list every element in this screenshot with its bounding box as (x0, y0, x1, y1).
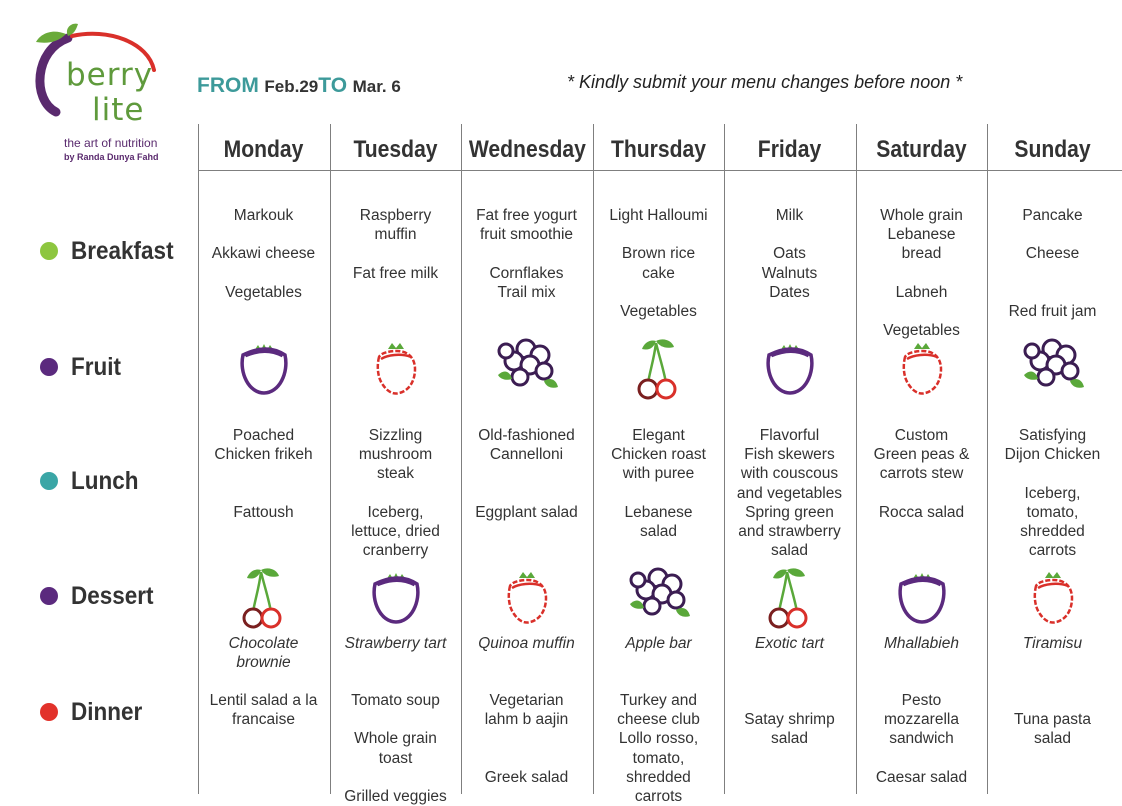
day-header-wednesday: Wednesday (468, 136, 586, 163)
dessert-cell-friday (724, 634, 855, 653)
dessert-cell-monday (198, 634, 329, 672)
brand-logo (28, 20, 168, 170)
menu-item: carrots (1028, 542, 1077, 560)
menu-item: brownie (236, 654, 291, 672)
meal-label-text: Dinner (71, 697, 143, 726)
menu-item: tomato, (632, 749, 685, 767)
dessert-cell-sunday (987, 634, 1118, 653)
menu-item: Pesto (901, 692, 942, 709)
menu-item: Vegetables (225, 283, 302, 301)
dinner-cell-thursday (593, 691, 724, 806)
dessert-cell-tuesday (330, 634, 461, 653)
blueberry-icon (492, 333, 562, 403)
menu-item: Poached (232, 427, 295, 444)
menu-item: Lollo rosso, (618, 730, 699, 748)
breakfast-cell-sunday (987, 206, 1118, 321)
menu-item: Light Halloumi (609, 207, 708, 224)
from-date: Feb.29 (264, 77, 319, 96)
menu-item: cheese club (617, 711, 700, 729)
line-gap (461, 484, 592, 503)
lunch-cell-saturday (856, 426, 987, 522)
breakfast-cell-wednesday (461, 206, 592, 302)
menu-item: Lentil salad a la (209, 692, 318, 709)
menu-item: Dijon Chicken (1004, 446, 1101, 464)
meal-dot-icon (40, 242, 58, 260)
meal-dot-icon (40, 587, 58, 605)
meal-label-text: Lunch (71, 466, 139, 495)
menu-item: and strawberry (738, 523, 841, 541)
meal-label-text: Fruit (71, 352, 121, 381)
dinner-cell-friday (724, 691, 855, 749)
line-gap (856, 749, 987, 768)
line-gap (987, 691, 1118, 710)
menu-item: Trail mix (497, 283, 556, 301)
logo-tagline: the art of nutrition (64, 136, 158, 150)
dessert-cell-saturday (856, 634, 987, 653)
menu-item: Red fruit jam (1008, 302, 1097, 320)
menu-item: Turkey and (620, 692, 697, 709)
meal-dot-icon (40, 358, 58, 376)
menu-item: muffin (374, 226, 417, 244)
line-gap (198, 264, 329, 283)
line-gap (987, 464, 1118, 483)
menu-item: Fat free milk (352, 264, 439, 282)
menu-item: Exotic tart (755, 635, 824, 652)
menu-item: with puree (622, 465, 695, 483)
raspberry-icon (492, 562, 562, 632)
menu-item: Green peas & (873, 446, 970, 464)
menu-item: Oats (773, 245, 806, 263)
menu-item: salad (639, 523, 678, 540)
dessert-cell-thursday (593, 634, 724, 653)
menu-item: Apple bar (625, 635, 692, 652)
lunch-cell-monday (198, 426, 329, 522)
lunch-cell-tuesday (330, 426, 461, 560)
menu-item: Vegetables (883, 322, 960, 340)
line-gap (724, 225, 855, 244)
menu-item: Tomato soup (351, 692, 440, 709)
dinner-cell-saturday (856, 691, 987, 787)
line-gap (461, 729, 592, 748)
menu-item: Custom (894, 427, 949, 444)
to-date: Mar. 6 (352, 77, 401, 96)
menu-item: Whole grain (354, 730, 437, 748)
breakfast-cell-monday (198, 206, 329, 302)
lunch-cell-wednesday (461, 426, 592, 522)
menu-item: shredded (1020, 523, 1085, 540)
meal-dot-icon (40, 703, 58, 721)
menu-item: Brown rice (621, 245, 696, 263)
meal-label-lunch (40, 466, 146, 496)
menu-item: carrots stew (879, 465, 964, 483)
menu-item: Fat free yogurt (476, 207, 577, 224)
meal-label-text: Dessert (71, 581, 154, 610)
raspberry-icon (361, 333, 431, 403)
lunch-cell-thursday (593, 426, 724, 541)
menu-item: Iceberg, (1024, 484, 1081, 502)
day-header-monday: Monday (223, 136, 304, 163)
lunch-cell-friday (724, 426, 855, 560)
menu-item: Greek salad (484, 768, 569, 786)
menu-item: Rocca salad (878, 503, 965, 521)
fig-icon (361, 562, 431, 632)
lunch-cell-sunday (987, 426, 1118, 560)
menu-item: Old-fashioned (478, 427, 575, 444)
menu-item: Flavorful (759, 427, 820, 444)
menu-item: Cheese (1025, 245, 1080, 263)
menu-item: lettuce, dried (351, 523, 440, 540)
line-gap (330, 244, 461, 263)
menu-item: Dates (769, 283, 810, 301)
menu-item: Akkawi cheese (211, 245, 316, 263)
dinner-cell-wednesday (461, 691, 592, 787)
line-gap (987, 225, 1118, 244)
dinner-cell-tuesday (330, 691, 461, 806)
menu-item: sandwich (889, 730, 954, 748)
logo-word-berry: berry (66, 57, 154, 93)
menu-item: toast (378, 749, 413, 767)
day-header-saturday: Saturday (876, 136, 967, 163)
menu-item: tomato, (1026, 503, 1079, 521)
fig-icon (229, 333, 299, 403)
menu-item: Cornflakes (489, 264, 564, 282)
line-gap (198, 464, 329, 483)
line-gap (330, 768, 461, 787)
menu-item: cranberry (362, 542, 429, 560)
menu-item: bread (901, 245, 942, 263)
line-gap (987, 264, 1118, 283)
breakfast-cell-thursday (593, 206, 724, 321)
menu-item: Eggplant salad (475, 503, 578, 521)
line-gap (330, 484, 461, 503)
menu-item: Elegant (632, 427, 685, 444)
to-label: TO (318, 74, 348, 97)
menu-item: shredded (626, 768, 691, 786)
day-header-tuesday: Tuesday (353, 136, 438, 163)
menu-item: Walnuts (761, 264, 818, 282)
menu-item: Milk (775, 207, 804, 224)
line-gap (856, 302, 987, 321)
meal-label-dinner (40, 697, 150, 727)
menu-item: Labneh (895, 283, 948, 301)
logo-byline: by Randa Dunya Fahd (64, 152, 159, 162)
line-gap (330, 710, 461, 729)
menu-item: salad (770, 730, 809, 748)
fig-icon (887, 562, 957, 632)
breakfast-cell-tuesday (330, 206, 461, 283)
menu-item: carrots (634, 788, 683, 806)
line-gap (856, 484, 987, 503)
fig-icon (755, 333, 825, 403)
notice-text: * Kindly submit your menu changes before noon * (567, 72, 963, 92)
line-gap (987, 283, 1118, 302)
menu-item: francaise (232, 711, 295, 729)
menu-item: Mhallabieh (884, 635, 959, 652)
menu-item: Strawberry tart (344, 635, 447, 652)
line-gap (593, 484, 724, 503)
meal-label-text: Breakfast (71, 236, 174, 265)
dinner-cell-monday (198, 691, 329, 729)
menu-item: Iceberg, (367, 503, 424, 521)
menu-item: salad (1033, 730, 1072, 748)
from-label: FROM (197, 74, 259, 97)
menu-item: Whole grain (880, 207, 963, 224)
menu-item: Lebanese (887, 226, 956, 244)
breakfast-cell-saturday (856, 206, 987, 340)
day-header-thursday: Thursday (610, 136, 707, 163)
date-range (197, 74, 401, 98)
header-divider (198, 170, 1122, 171)
breakfast-cell-friday (724, 206, 855, 302)
menu-item: mozzarella (884, 711, 959, 729)
logo-word-lite: lite (92, 92, 145, 128)
meal-dot-icon (40, 472, 58, 490)
menu-item: Markouk (233, 207, 294, 224)
menu-item: lahm b aajin (484, 711, 569, 729)
menu-item: salad (770, 542, 809, 560)
line-gap (198, 484, 329, 503)
menu-item: Pancake (1022, 207, 1083, 224)
menu-item: Spring green (745, 503, 834, 521)
menu-item: Raspberry (359, 207, 432, 224)
menu-item: Vegetables (620, 302, 697, 320)
menu-item: Tuna pasta (1014, 711, 1091, 729)
line-gap (461, 464, 592, 483)
menu-item: Grilled veggies (344, 787, 447, 805)
menu-item: Sizzling (368, 427, 423, 444)
meal-label-dessert (40, 581, 163, 611)
menu-item: steak (376, 465, 415, 483)
menu-item: Cannelloni (489, 446, 564, 464)
dinner-cell-sunday (987, 691, 1118, 749)
line-gap (461, 244, 592, 263)
menu-item: Quinoa muffin (478, 635, 575, 652)
menu-item: Chicken roast (611, 446, 706, 464)
menu-item: with couscous (740, 465, 839, 483)
menu-item: Chicken frikeh (214, 446, 313, 464)
day-header-friday: Friday (757, 136, 822, 163)
meal-label-breakfast (40, 236, 185, 266)
menu-item: Tiramisu (1022, 635, 1083, 652)
menu-item: Chocolate (228, 635, 299, 652)
line-gap (593, 225, 724, 244)
line-gap (724, 691, 855, 710)
cherry-icon (624, 333, 694, 403)
menu-item: and vegetables (736, 484, 843, 502)
raspberry-icon (887, 333, 957, 403)
cherry-icon (229, 562, 299, 632)
line-gap (461, 749, 592, 768)
line-gap (856, 264, 987, 283)
blueberry-icon (1018, 333, 1088, 403)
menu-item: mushroom (358, 446, 433, 464)
meal-label-fruit (40, 352, 127, 382)
menu-item: Satay shrimp (744, 711, 835, 729)
raspberry-icon (1018, 562, 1088, 632)
menu-item: Caesar salad (875, 768, 968, 786)
menu-item: Lebanese (624, 503, 693, 521)
line-gap (593, 283, 724, 302)
menu-item: fruit smoothie (479, 226, 574, 244)
day-header-sunday: Sunday (1014, 136, 1091, 163)
line-gap (198, 225, 329, 244)
dessert-cell-wednesday (461, 634, 592, 653)
menu-item: Satisfying (1018, 427, 1087, 444)
menu-item: Vegetarian (489, 692, 564, 709)
cherry-icon (755, 562, 825, 632)
menu-item: Fattoush (233, 503, 294, 521)
blueberry-icon (624, 562, 694, 632)
menu-item: Fish skewers (744, 446, 835, 464)
menu-item: cake (642, 264, 675, 282)
